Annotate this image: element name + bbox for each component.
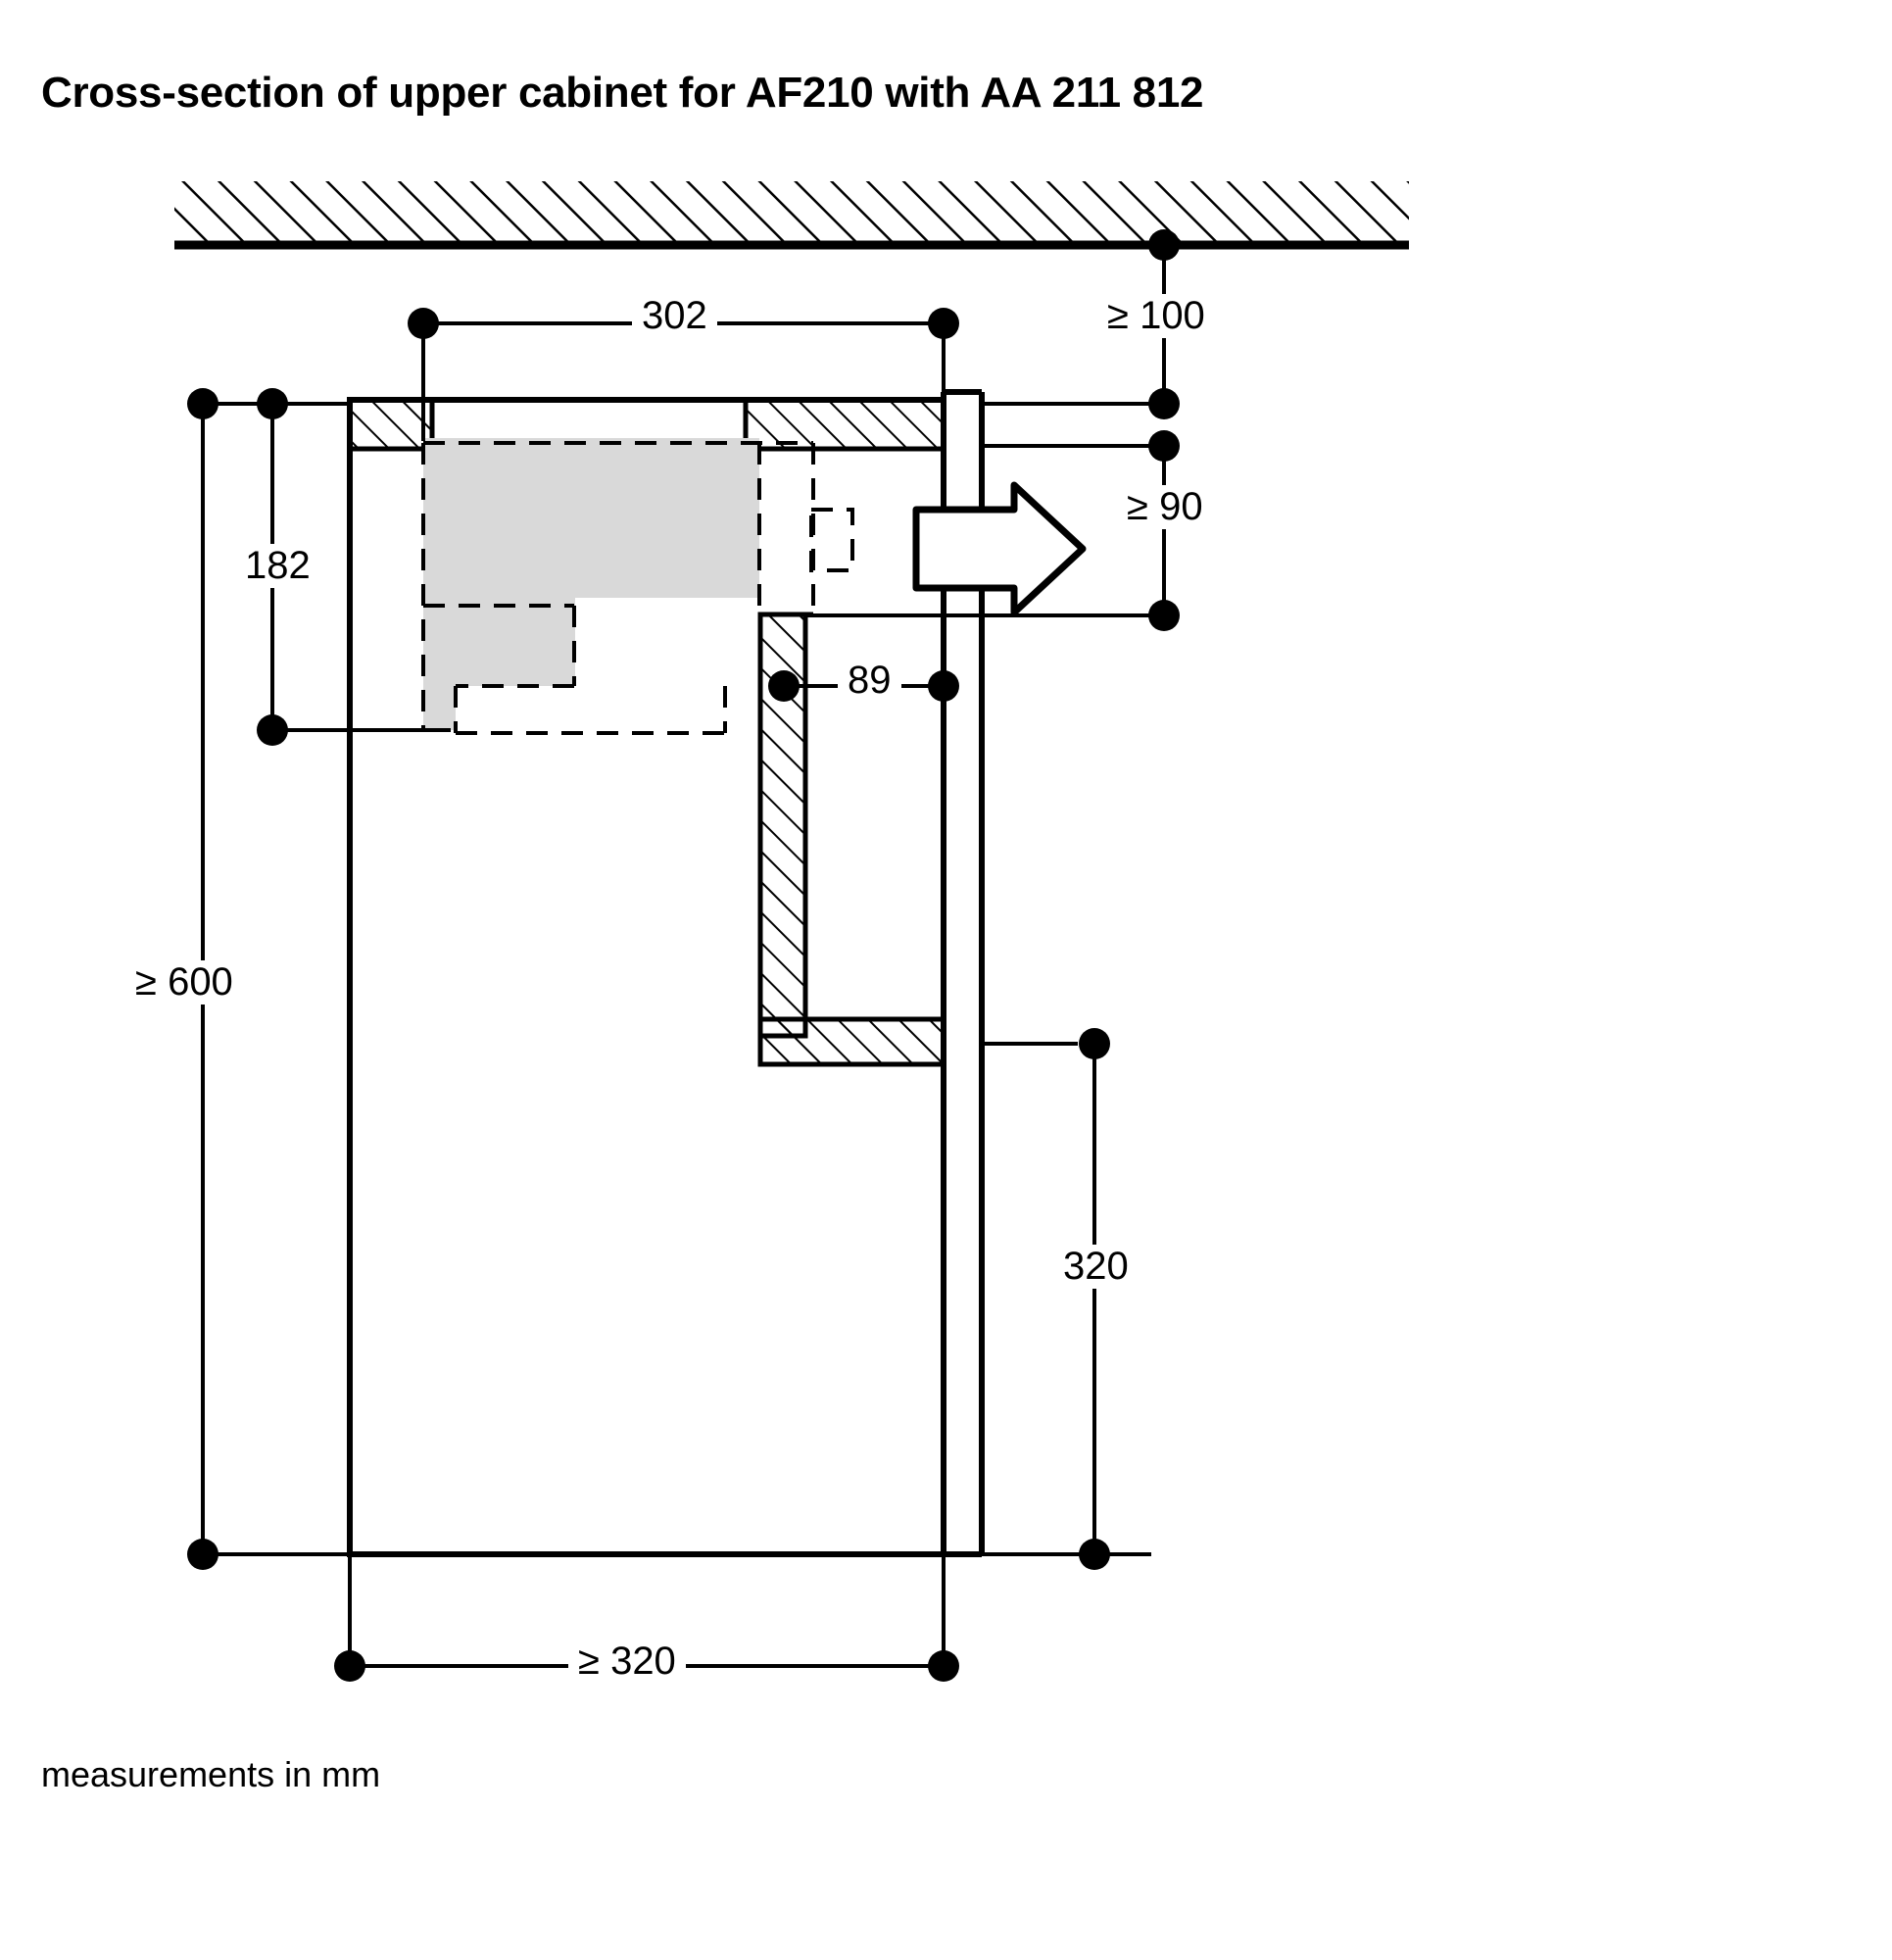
appliance-block — [423, 438, 759, 730]
dimension-label-600: ≥ 600 — [125, 960, 243, 1004]
page-title: Cross-section of upper cabinet for AF210 with AA 211 812 — [41, 69, 1204, 117]
dimension-90 — [1148, 430, 1180, 631]
dimension-label-320-horizontal: ≥ 320 — [568, 1640, 686, 1684]
dimension-label-100: ≥ 100 — [1097, 294, 1215, 338]
dimension-label-302: 302 — [632, 294, 717, 338]
dimension-label-182: 182 — [235, 544, 320, 588]
ceiling-hatch — [174, 181, 1409, 245]
dimension-label-320-vertical: 320 — [1053, 1245, 1139, 1289]
dimension-label-90: ≥ 90 — [1117, 485, 1213, 529]
dimension-label-89: 89 — [838, 659, 901, 703]
measurement-note: measurements in mm — [41, 1754, 381, 1794]
dimension-320-vertical — [1079, 1028, 1110, 1570]
